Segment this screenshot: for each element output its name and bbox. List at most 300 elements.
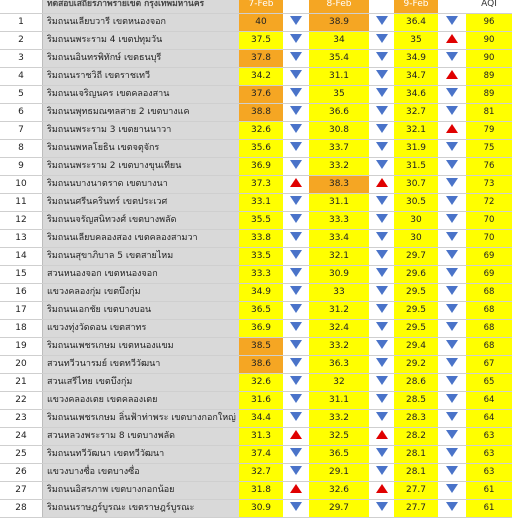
day1-value-cell[interactable]: 33.8: [239, 230, 283, 247]
day2-trend-cell: [369, 266, 394, 283]
day1-trend-cell: [283, 500, 309, 517]
triangle-down-icon: [290, 286, 302, 295]
triangle-down-icon: [446, 376, 458, 385]
aqi-value-cell[interactable]: 70: [466, 212, 512, 229]
row-number-cell[interactable]: 13: [15, 233, 27, 243]
day3-trend-cell: [438, 392, 466, 409]
day1-value-cell[interactable]: 32.6: [239, 122, 283, 139]
triangle-down-icon: [376, 124, 388, 133]
day2-trend-cell: [369, 248, 394, 265]
day1-value-cell[interactable]: 38.6: [239, 356, 283, 373]
row-number-cell[interactable]: 16: [15, 287, 27, 297]
day3-value-cell[interactable]: 29.4: [394, 338, 438, 355]
triangle-down-icon: [446, 502, 458, 511]
triangle-down-icon: [290, 268, 302, 277]
day3-trend-cell: [438, 230, 466, 247]
area-name-cell[interactable]: ริมถนนพระราม 2 เขตบางขุนเทียน: [42, 158, 239, 175]
triangle-down-icon: [446, 16, 458, 25]
day1-trend-cell: [283, 266, 309, 283]
day1-trend-cell: [283, 68, 309, 85]
day1-value-cell[interactable]: 33.1: [239, 194, 283, 211]
day3-value-cell[interactable]: 29.2: [394, 356, 438, 373]
day2-trend-cell: [369, 338, 394, 355]
day1-trend-cell: [283, 158, 309, 175]
day2-value-cell[interactable]: 38.9: [309, 14, 369, 31]
day1-value-cell[interactable]: 37.4: [239, 446, 283, 463]
triangle-up-icon: [446, 70, 458, 79]
day2-trend-cell: [369, 176, 394, 193]
row-number-cell[interactable]: 8: [18, 143, 24, 153]
triangle-down-icon: [290, 88, 302, 97]
day2-value-cell[interactable]: 34: [309, 32, 369, 49]
area-name-cell[interactable]: ริมถนนอิสรภาพ เขตบางกอกน้อย: [42, 482, 239, 499]
triangle-down-icon: [376, 412, 388, 421]
day3-value-cell[interactable]: 30.5: [394, 194, 438, 211]
aqi-value-cell[interactable]: 75: [466, 140, 512, 157]
row-number-cell[interactable]: 1: [18, 17, 24, 27]
table-row[interactable]: [0, 410, 512, 428]
triangle-down-icon: [290, 250, 302, 259]
aqi-value-cell[interactable]: 68: [466, 284, 512, 301]
table-row[interactable]: [0, 14, 512, 32]
day1-value-cell[interactable]: 33.3: [239, 266, 283, 283]
row-number-cell[interactable]: 26: [15, 467, 27, 477]
triangle-up-icon: [290, 430, 302, 439]
aqi-value-cell[interactable]: 69: [466, 266, 512, 283]
triangle-down-icon: [290, 106, 302, 115]
day1-value-cell[interactable]: 37.3: [239, 176, 283, 193]
triangle-down-icon: [446, 340, 458, 349]
area-name-cell[interactable]: ริมถนนเลียบคลองสอง เขตคลองสามวา: [42, 230, 239, 247]
row-number-cell[interactable]: 7: [18, 125, 24, 135]
day3-trend-cell: [438, 176, 466, 193]
table-row[interactable]: [0, 212, 512, 230]
day1-trend-cell: [283, 104, 309, 121]
day2-value-cell[interactable]: 32.4: [309, 320, 369, 337]
header-aqi: AQI: [466, 0, 512, 13]
day2-value-cell[interactable]: 33.2: [309, 158, 369, 175]
row-number-cell[interactable]: 11: [15, 197, 27, 207]
day1-trend-cell: [283, 338, 309, 355]
day2-trend-cell: [369, 428, 394, 445]
triangle-down-icon: [446, 106, 458, 115]
day1-trend-cell: [283, 50, 309, 67]
aqi-value-cell[interactable]: 76: [466, 158, 512, 175]
day3-value-cell[interactable]: 29.5: [394, 302, 438, 319]
day1-value-cell[interactable]: 36.9: [239, 320, 283, 337]
table-row[interactable]: [0, 464, 512, 482]
triangle-down-icon: [290, 160, 302, 169]
day2-trend-cell: [369, 122, 394, 139]
day1-value-cell[interactable]: 38.8: [239, 104, 283, 121]
table-row[interactable]: [0, 356, 512, 374]
row-number-cell[interactable]: 15: [15, 269, 27, 279]
aqi-value-cell[interactable]: 63: [466, 428, 512, 445]
day3-value-cell[interactable]: 28.2: [394, 428, 438, 445]
row-number-cell[interactable]: 23: [15, 413, 27, 423]
table-row[interactable]: [0, 428, 512, 446]
table-row[interactable]: [0, 104, 512, 122]
triangle-up-icon: [376, 178, 388, 187]
day2-trend-cell: [369, 500, 394, 517]
day3-value-cell[interactable]: 28.1: [394, 446, 438, 463]
header-trend3: [438, 0, 466, 13]
day1-value-cell[interactable]: 32.7: [239, 464, 283, 481]
area-name-cell[interactable]: ริมถนนเพชรเกษม ลิ่นฟ้าท่าพระ เขตบางกอกใหญ่: [42, 410, 239, 427]
day3-value-cell[interactable]: 31.9: [394, 140, 438, 157]
day2-value-cell[interactable]: 33.4: [309, 230, 369, 247]
header-trend2: [369, 0, 394, 13]
day1-value-cell[interactable]: 33.5: [239, 248, 283, 265]
day1-value-cell[interactable]: 40: [239, 14, 283, 31]
day1-value-cell[interactable]: 31.6: [239, 392, 283, 409]
day2-trend-cell: [369, 410, 394, 427]
header-row: [0, 0, 512, 14]
day2-trend-cell: [369, 284, 394, 301]
triangle-down-icon: [376, 466, 388, 475]
day1-value-cell[interactable]: 30.9: [239, 500, 283, 517]
table-row[interactable]: [0, 230, 512, 248]
row-number-cell[interactable]: 6: [18, 107, 24, 117]
day2-value-cell[interactable]: 36.5: [309, 446, 369, 463]
area-name-cell[interactable]: ริมถนนพระราม 4 เขตปทุมวัน: [42, 32, 239, 49]
day1-trend-cell: [283, 212, 309, 229]
aqi-value-cell[interactable]: 96: [466, 14, 512, 31]
triangle-down-icon: [290, 340, 302, 349]
day3-trend-cell: [438, 248, 466, 265]
day2-trend-cell: [369, 14, 394, 31]
table-row[interactable]: [0, 338, 512, 356]
triangle-down-icon: [446, 88, 458, 97]
day2-value-cell[interactable]: 30.9: [309, 266, 369, 283]
table-row[interactable]: [0, 392, 512, 410]
table-row[interactable]: [0, 86, 512, 104]
aqi-value-cell[interactable]: 64: [466, 410, 512, 427]
day2-value-cell[interactable]: 35: [309, 86, 369, 103]
aqi-value-cell[interactable]: 90: [466, 50, 512, 67]
area-name-cell[interactable]: ริมถนนพระราม 3 เขตยานนาวา: [42, 122, 239, 139]
day3-trend-cell: [438, 410, 466, 427]
day2-value-cell[interactable]: 38.3: [309, 176, 369, 193]
day2-value-cell[interactable]: 33.2: [309, 410, 369, 427]
day3-value-cell[interactable]: 27.7: [394, 482, 438, 499]
triangle-down-icon: [376, 196, 388, 205]
day3-trend-cell: [438, 140, 466, 157]
triangle-down-icon: [446, 448, 458, 457]
day2-value-cell[interactable]: 31.1: [309, 68, 369, 85]
day1-value-cell[interactable]: 36.5: [239, 302, 283, 319]
day1-value-cell[interactable]: 34.4: [239, 410, 283, 427]
day1-trend-cell: [283, 14, 309, 31]
aqi-value-cell[interactable]: 63: [466, 446, 512, 463]
day1-trend-cell: [283, 392, 309, 409]
triangle-down-icon: [290, 16, 302, 25]
aqi-value-cell[interactable]: 90: [466, 32, 512, 49]
day3-value-cell[interactable]: 29.6: [394, 266, 438, 283]
area-name-cell[interactable]: แขวงบางซื่อ เขตบางซื่อ: [42, 464, 239, 481]
day1-trend-cell: [283, 482, 309, 499]
area-name-cell[interactable]: ริมถนนเลียบวารี เขตหนองจอก: [42, 14, 239, 31]
row-number-cell[interactable]: 3: [18, 53, 24, 63]
table-row[interactable]: [0, 320, 512, 338]
table-row[interactable]: [0, 266, 512, 284]
day1-trend-cell: [283, 302, 309, 319]
aqi-value-cell[interactable]: 68: [466, 302, 512, 319]
day1-value-cell[interactable]: 38.5: [239, 338, 283, 355]
triangle-up-icon: [446, 124, 458, 133]
table-row[interactable]: [0, 446, 512, 464]
area-name-cell[interactable]: สวนทวีวนารมย์ เขตทวีวัฒนา: [42, 356, 239, 373]
table-row[interactable]: [0, 176, 512, 194]
triangle-down-icon: [376, 268, 388, 277]
triangle-down-icon: [376, 448, 388, 457]
day3-value-cell[interactable]: 29.5: [394, 284, 438, 301]
row-number-cell[interactable]: 10: [15, 179, 27, 189]
area-name-cell[interactable]: ริมถนนราษฎร์บูรณะ เขตราษฎร์บูรณะ: [42, 500, 239, 517]
table-row[interactable]: [0, 284, 512, 302]
day2-trend-cell: [369, 212, 394, 229]
day1-trend-cell: [283, 230, 309, 247]
triangle-down-icon: [376, 52, 388, 61]
day3-value-cell[interactable]: 31.5: [394, 158, 438, 175]
day3-value-cell[interactable]: 32.7: [394, 104, 438, 121]
area-name-cell[interactable]: ริมถนนเพชรเกษม เขตหนองแขม: [42, 338, 239, 355]
area-name-cell[interactable]: ริมถนนพุทธมณฑลสาย 2 เขตบางแค: [42, 104, 239, 121]
area-name-cell[interactable]: สวนหนองจอก เขตหนองจอก: [42, 266, 239, 283]
aqi-value-cell[interactable]: 65: [466, 374, 512, 391]
area-name-cell[interactable]: ริมถนนสุขาภิบาล 5 เขตสายไหม: [42, 248, 239, 265]
table-row[interactable]: [0, 194, 512, 212]
table-row[interactable]: [0, 374, 512, 392]
row-number-cell[interactable]: 20: [15, 359, 27, 369]
day3-trend-cell: [438, 284, 466, 301]
triangle-down-icon: [376, 88, 388, 97]
area-name-cell[interactable]: แขวงคลองเตย เขตคลองเตย: [42, 392, 239, 409]
triangle-down-icon: [376, 376, 388, 385]
triangle-down-icon: [446, 52, 458, 61]
row-number-cell[interactable]: 24: [15, 431, 27, 441]
triangle-down-icon: [446, 466, 458, 475]
day3-value-cell[interactable]: 32.1: [394, 122, 438, 139]
day3-value-cell[interactable]: 28.3: [394, 410, 438, 427]
day3-value-cell[interactable]: 35: [394, 32, 438, 49]
day2-value-cell[interactable]: 32.6: [309, 482, 369, 499]
day3-trend-cell: [438, 50, 466, 67]
area-name-cell[interactable]: ริมถนนศรีนครินทร์ เขตประเวศ: [42, 194, 239, 211]
day1-value-cell[interactable]: 35.6: [239, 140, 283, 157]
day1-value-cell[interactable]: 35.5: [239, 212, 283, 229]
day1-trend-cell: [283, 140, 309, 157]
row-number-cell[interactable]: 27: [15, 485, 27, 495]
day1-trend-cell: [283, 464, 309, 481]
triangle-down-icon: [446, 232, 458, 241]
day3-trend-cell: [438, 428, 466, 445]
day3-trend-cell: [438, 104, 466, 121]
aqi-value-cell[interactable]: 70: [466, 230, 512, 247]
day2-value-cell[interactable]: 33: [309, 284, 369, 301]
day3-value-cell[interactable]: 34.9: [394, 50, 438, 67]
area-name-cell[interactable]: ริมถนนบางนาตราด เขตบางนา: [42, 176, 239, 193]
triangle-down-icon: [290, 322, 302, 331]
day2-value-cell[interactable]: 31.1: [309, 194, 369, 211]
triangle-down-icon: [376, 502, 388, 511]
row-number-cell[interactable]: 19: [15, 341, 27, 351]
day3-value-cell[interactable]: 30: [394, 230, 438, 247]
day2-value-cell[interactable]: 29.1: [309, 464, 369, 481]
day2-trend-cell: [369, 464, 394, 481]
day2-value-cell[interactable]: 30.8: [309, 122, 369, 139]
day1-trend-cell: [283, 122, 309, 139]
area-name-cell[interactable]: ริมถนนเจริญนคร เขตคลองสาน: [42, 86, 239, 103]
triangle-down-icon: [446, 214, 458, 223]
day2-trend-cell: [369, 374, 394, 391]
aqi-value-cell[interactable]: 69: [466, 248, 512, 265]
day1-trend-cell: [283, 194, 309, 211]
table-row[interactable]: [0, 32, 512, 50]
area-name-cell[interactable]: ริมถนนทวีวัฒนา เขตทวีวัฒนา: [42, 446, 239, 463]
row-number-cell[interactable]: 22: [15, 395, 27, 405]
triangle-down-icon: [446, 286, 458, 295]
day3-trend-cell: [438, 446, 466, 463]
table-body: [0, 14, 512, 518]
day2-value-cell[interactable]: 33.7: [309, 140, 369, 157]
day1-value-cell[interactable]: 36.9: [239, 158, 283, 175]
row-number-cell[interactable]: 4: [18, 71, 24, 81]
table-row[interactable]: [0, 158, 512, 176]
day3-value-cell[interactable]: 27.7: [394, 500, 438, 517]
day2-trend-cell: [369, 194, 394, 211]
day3-trend-cell: [438, 68, 466, 85]
aqi-value-cell[interactable]: 72: [466, 194, 512, 211]
day3-value-cell[interactable]: 29.5: [394, 320, 438, 337]
row-number-cell[interactable]: 9: [18, 161, 24, 171]
day3-value-cell[interactable]: 28.1: [394, 464, 438, 481]
day3-value-cell[interactable]: 34.7: [394, 68, 438, 85]
triangle-down-icon: [446, 412, 458, 421]
row-number-cell[interactable]: 21: [15, 377, 27, 387]
day1-value-cell[interactable]: 31.8: [239, 482, 283, 499]
triangle-down-icon: [446, 304, 458, 313]
aqi-value-cell[interactable]: 81: [466, 104, 512, 121]
aqi-value-cell[interactable]: 68: [466, 338, 512, 355]
area-name-cell[interactable]: สวนเสรีไทย เขตบึงกุ่ม: [42, 374, 239, 391]
triangle-down-icon: [376, 232, 388, 241]
triangle-down-icon: [376, 322, 388, 331]
day1-value-cell[interactable]: 34.9: [239, 284, 283, 301]
day3-value-cell[interactable]: 28.5: [394, 392, 438, 409]
day2-value-cell[interactable]: 33.3: [309, 212, 369, 229]
day2-value-cell[interactable]: 36.6: [309, 104, 369, 121]
table-row[interactable]: [0, 122, 512, 140]
table-row[interactable]: [0, 302, 512, 320]
row-number-cell[interactable]: 25: [15, 449, 27, 459]
row-number-cell[interactable]: 5: [18, 89, 24, 99]
day3-value-cell[interactable]: 29.7: [394, 248, 438, 265]
area-name-cell[interactable]: ริมถนนจรัญสนิทวงศ์ เขตบางพลัด: [42, 212, 239, 229]
day2-value-cell[interactable]: 32: [309, 374, 369, 391]
day3-trend-cell: [438, 32, 466, 49]
table-row[interactable]: [0, 50, 512, 68]
row-number-cell[interactable]: 14: [15, 251, 27, 261]
day1-value-cell[interactable]: 32.6: [239, 374, 283, 391]
triangle-down-icon: [376, 394, 388, 403]
area-name-cell[interactable]: ริมถนนพหลโยธิน เขตจตุจักร: [42, 140, 239, 157]
day1-value-cell[interactable]: 37.8: [239, 50, 283, 67]
aqi-value-cell[interactable]: 61: [466, 500, 512, 517]
day3-trend-cell: [438, 266, 466, 283]
day3-trend-cell: [438, 14, 466, 31]
aqi-value-cell[interactable]: 89: [466, 68, 512, 85]
triangle-down-icon: [290, 394, 302, 403]
day3-value-cell[interactable]: 30: [394, 212, 438, 229]
day1-value-cell[interactable]: 37.5: [239, 32, 283, 49]
day2-value-cell[interactable]: 35.4: [309, 50, 369, 67]
table-row[interactable]: [0, 248, 512, 266]
aqi-value-cell[interactable]: 67: [466, 356, 512, 373]
day3-trend-cell: [438, 158, 466, 175]
header-day1: 7-Feb: [239, 0, 283, 13]
row-number-cell[interactable]: 18: [15, 323, 27, 333]
day1-value-cell[interactable]: 34.2: [239, 68, 283, 85]
triangle-up-icon: [290, 484, 302, 493]
row-number-cell[interactable]: 12: [15, 215, 27, 225]
aqi-value-cell[interactable]: 63: [466, 464, 512, 481]
day1-trend-cell: [283, 176, 309, 193]
table-row[interactable]: [0, 482, 512, 500]
aqi-value-cell[interactable]: 89: [466, 86, 512, 103]
day2-value-cell[interactable]: 33.2: [309, 338, 369, 355]
day3-value-cell[interactable]: 34.6: [394, 86, 438, 103]
day2-value-cell[interactable]: 32.1: [309, 248, 369, 265]
triangle-up-icon: [376, 430, 388, 439]
day1-value-cell[interactable]: 37.6: [239, 86, 283, 103]
day3-value-cell[interactable]: 36.4: [394, 14, 438, 31]
area-name-cell[interactable]: ริมถนนเอกชัย เขตบางบอน: [42, 302, 239, 319]
triangle-down-icon: [290, 34, 302, 43]
day2-trend-cell: [369, 104, 394, 121]
day2-trend-cell: [369, 356, 394, 373]
area-name-cell[interactable]: ริมถนนราชวิถี เขตราชเทวี: [42, 68, 239, 85]
day2-value-cell[interactable]: 31.1: [309, 392, 369, 409]
area-name-cell[interactable]: แขวงทุ่งวัดดอน เขตสาทร: [42, 320, 239, 337]
area-name-cell[interactable]: แขวงคลองกุ่ม เขตบึงกุ่ม: [42, 284, 239, 301]
day2-value-cell[interactable]: 29.7: [309, 500, 369, 517]
aqi-value-cell[interactable]: 73: [466, 176, 512, 193]
triangle-down-icon: [376, 214, 388, 223]
day3-value-cell[interactable]: 30.7: [394, 176, 438, 193]
table-row[interactable]: [0, 68, 512, 86]
row-number-cell[interactable]: 17: [15, 305, 27, 315]
area-name-cell[interactable]: สวนหลวงพระราม 8 เขตบางพลัด: [42, 428, 239, 445]
aqi-value-cell[interactable]: 61: [466, 482, 512, 499]
day2-value-cell[interactable]: 32.5: [309, 428, 369, 445]
table-row[interactable]: [0, 140, 512, 158]
triangle-down-icon: [290, 124, 302, 133]
aqi-value-cell[interactable]: 64: [466, 392, 512, 409]
day3-trend-cell: [438, 338, 466, 355]
row-number-cell[interactable]: 2: [18, 35, 24, 45]
row-number-cell[interactable]: 28: [15, 503, 27, 513]
day2-value-cell[interactable]: 31.2: [309, 302, 369, 319]
table-row[interactable]: [0, 500, 512, 518]
day3-value-cell[interactable]: 28.6: [394, 374, 438, 391]
day1-value-cell[interactable]: 31.3: [239, 428, 283, 445]
day2-value-cell[interactable]: 36.3: [309, 356, 369, 373]
area-name-cell[interactable]: ริมถนนอินทรพิทักษ์ เขตธนบุรี: [42, 50, 239, 67]
triangle-down-icon: [290, 376, 302, 385]
aqi-value-cell[interactable]: 68: [466, 320, 512, 337]
aqi-value-cell[interactable]: 79: [466, 122, 512, 139]
